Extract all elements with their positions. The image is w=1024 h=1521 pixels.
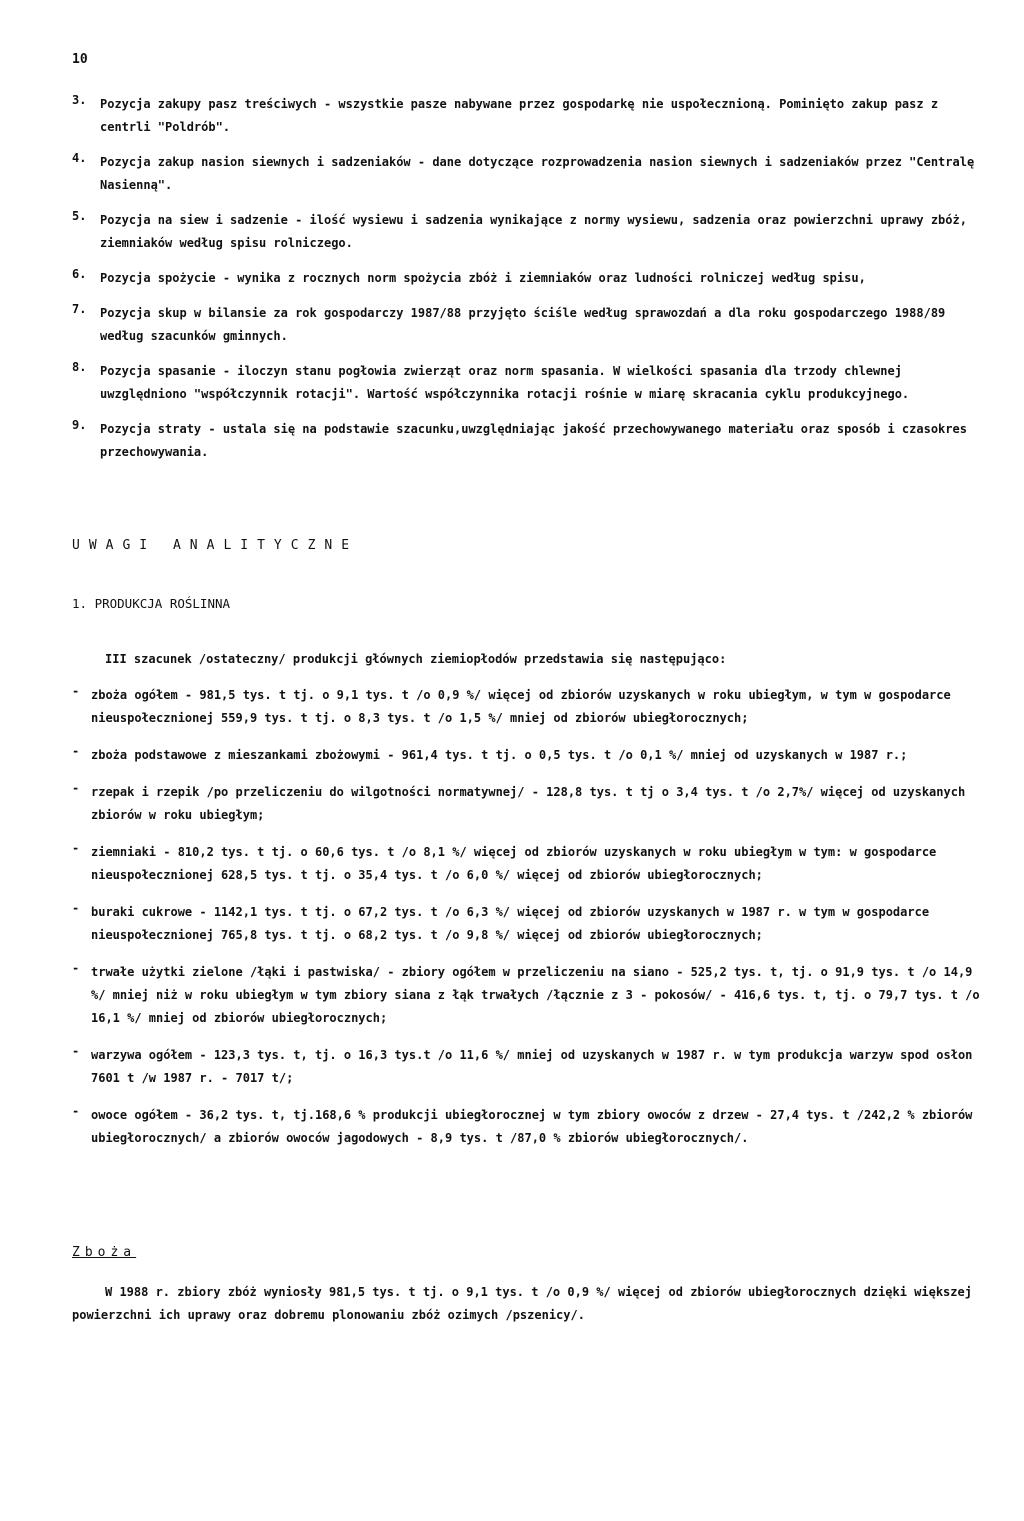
intro-text: III szacunek /ostateczny/ produkcji głównych ziemiopłodów przedstawia się następująco: xyxy=(105,652,727,666)
note-text: Pozycja zakup nasion siewnych i sadzeniaków - dane dotyczące rozprowadzenia nasion siewnych i sadzeniaków przez "Centralę Nasienną". xyxy=(100,155,975,192)
note-text: Pozycja skup w bilansie za rok gospodarczy 1987/88 przyjęto ściśle według sprawozdań a dla roku gospodarczego 1988/89 według szacunków gminnych. xyxy=(100,306,946,343)
note-number: 8. xyxy=(72,360,87,374)
note-item xyxy=(72,93,987,139)
list-item xyxy=(72,1044,987,1090)
list-item xyxy=(72,1104,987,1150)
crop-production-list xyxy=(72,684,987,1164)
note-text: Pozycja straty - ustala się na podstawie szacunku,uwzględniając jakość przechowywanego materiału oraz sposób i czasokres przechowywania. xyxy=(100,422,967,459)
note-number: 9. xyxy=(72,418,87,432)
dash-marker: - xyxy=(72,781,80,795)
note-text: Pozycja spasanie - iloczyn stanu pogłowia zwierząt oraz norm spasania. W wielkości spasania dla trzody chlewnej uwzględniono "współczynnik rotacji". Wartość współczynnika rotacji rośnie w miarę skracania cyklu produkcyjnego. xyxy=(100,364,910,401)
dash-marker: - xyxy=(72,744,80,758)
note-item xyxy=(72,151,987,197)
note-number: 6. xyxy=(72,267,87,281)
list-item-text: zboża ogółem - 981,5 tys. t tj. o 9,1 tys. t /o 0,9 %/ więcej od zbiorów uzyskanych w roku ubiegłym, w tym w gospodarce nieuspołecznionej 559,9 tys. t tj. o 8,3 tys. t /o 1,5 %/ mniej od zbiorów ubiegłorocznych; xyxy=(91,688,951,725)
list-item xyxy=(72,744,987,767)
list-item-text: zboża podstawowe z mieszankami zbożowymi - 961,4 tys. t tj. o 0,5 tys. t /o 0,1 %/ mniej od uzyskanych w 1987 r.; xyxy=(91,748,908,762)
section-heading: 1. PRODUKCJA ROŚLINNA xyxy=(72,596,231,611)
list-item-text: trwałe użytki zielone /łąki i pastwiska/ - zbiory ogółem w przeliczeniu na siano - 525,2 tys. t, tj. o 91,9 tys. t /o 14,9 %/ mniej niż w roku ubiegłym w tym zbiory siana z łąk trwałych /łącznie z 3 - pokosów/ - 416,6 tys. t, tj. o 79,7 tys. t /o 16,1 %/ mniej od zbiorów ubiegłorocznych; xyxy=(91,965,980,1025)
dash-marker: - xyxy=(72,684,80,698)
note-text: Pozycja spożycie - wynika z rocznych norm spożycia zbóż i ziemniaków oraz ludności rolniczej według spisu, xyxy=(100,271,866,285)
dash-marker: - xyxy=(72,1044,80,1058)
list-item-text: warzywa ogółem - 123,3 tys. t, tj. o 16,3 tys.t /o 11,6 %/ mniej od uzyskanych w 1987 r. w tym produkcja warzyw spod osłon 7601 t /w 1987 r. - 7017 t/; xyxy=(91,1048,973,1085)
note-item xyxy=(72,418,987,464)
page-number: 10 xyxy=(72,52,88,67)
dash-marker: - xyxy=(72,901,80,915)
note-item xyxy=(72,302,987,348)
note-number: 4. xyxy=(72,151,87,165)
list-item-text: rzepak i rzepik /po przeliczeniu do wilgotności normatywnej/ - 128,8 tys. t tj o 3,4 tys. t /o 2,7%/ więcej od uzyskanych zbiorów w roku ubiegłym; xyxy=(91,785,966,822)
note-item xyxy=(72,267,987,290)
note-text: Pozycja na siew i sadzenie - ilość wysiewu i sadzenia wynikające z normy wysiewu, sadzenia oraz powierzchni uprawy zbóż, ziemniaków według spisu rolniczego. xyxy=(100,213,967,250)
list-item xyxy=(72,841,987,887)
list-item xyxy=(72,961,987,1030)
list-item-text: buraki cukrowe - 1142,1 tys. t tj. o 67,2 tys. t /o 6,3 %/ więcej od zbiorów uzyskanych w 1987 r. w tym w gospodarce nieuspołecznionej 765,8 tys. t tj. o 68,2 tys. t /o 9,8 %/ więcej od zbiorów ubiegłorocznych; xyxy=(91,905,930,942)
list-item-text: ziemniaki - 810,2 tys. t tj. o 60,6 tys. t /o 8,1 %/ więcej od zbiorów uzyskanych w roku ubiegłym w tym: w gospodarce nieuspołecznionej 628,5 tys. t tj. o 35,4 tys. t /o 6,0 %/ więcej od zbiorów ubiegłorocznych; xyxy=(91,845,937,882)
note-item xyxy=(72,360,987,406)
note-number: 7. xyxy=(72,302,87,316)
list-item xyxy=(72,684,987,730)
note-number: 5. xyxy=(72,209,87,223)
note-item xyxy=(72,209,987,255)
note-number: 3. xyxy=(72,93,87,107)
list-item xyxy=(72,901,987,947)
subsection-heading: Zboża xyxy=(72,1245,137,1260)
dash-marker: - xyxy=(72,841,80,855)
dash-marker: - xyxy=(72,1104,80,1118)
list-item-text: owoce ogółem - 36,2 tys. t, tj.168,6 % produkcji ubiegłorocznej w tym zbiory owoców z drzew - 27,4 tys. t /242,2 % zbiorów ubiegłorocznych/ a zbiorów owoców jagodowych - 8,9 tys. t /87,0 % zbiorów ubiegłorocznych/. xyxy=(91,1108,973,1145)
list-item xyxy=(72,781,987,827)
methodology-notes xyxy=(72,93,987,476)
analytical-remarks-heading: UWAGI ANALITYCZNE xyxy=(72,538,359,553)
note-text: Pozycja zakupy pasz treściwych - wszystkie pasze nabywane przez gospodarkę nie uspołecznioną. Pominięto zakup pasz z centrli "Poldrób". xyxy=(100,97,939,134)
dash-marker: - xyxy=(72,961,80,975)
body-paragraph: W 1988 r. zbiory zbóż wyniosły 981,5 tys. t tj. o 9,1 tys. t /o 0,9 %/ więcej od zbiorów ubiegłorocznych dzięki większej powierzchni ich uprawy oraz dobremu plonowaniu zbóż ozimych /pszenicy/. xyxy=(72,1285,972,1322)
